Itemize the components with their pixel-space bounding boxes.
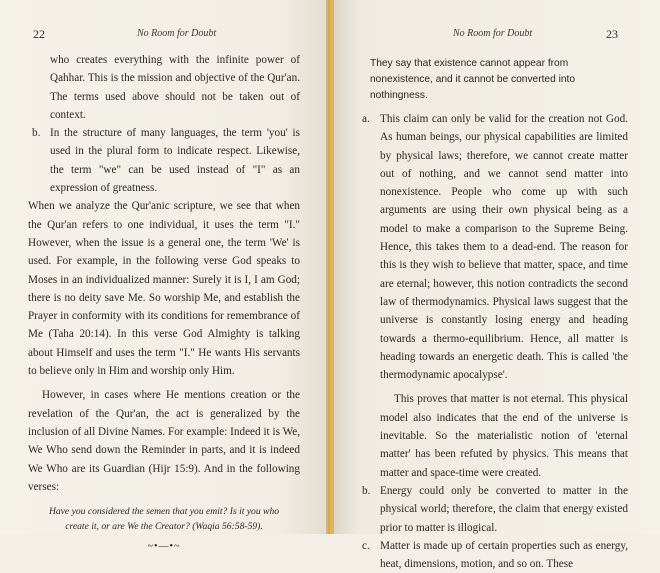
right-page bbox=[334, 0, 660, 571]
page-number: 23 bbox=[606, 27, 618, 41]
list-item-a bbox=[362, 110, 628, 482]
list-item-c bbox=[362, 537, 628, 573]
running-head: No Room for Doubt bbox=[453, 28, 533, 39]
list-marker: a. bbox=[362, 113, 370, 125]
running-head: No Room for Doubt bbox=[137, 28, 217, 39]
list-item-text: This claim can only be valid for the creation not God. As human beings, our physical capabilities are limited by physical laws; therefore, we cannot create matter out of nothing, and we cannot send matter into nonexistence. People who come up with such arguments are using their own physical being as a model to make a comparison to the Supreme Being. Hence, this takes them to a dead-end. The reason for this is they wish to believe that matter, space, and time are eternal; however, this notion contradicts the second law of thermodynamics. Physical laws suggest that the universe is constantly losing energy and heading towards a thermo-equilibrium. Hence, all matter is heading towards an energetic death. This is called 'the thermodynamic apocalypse'. bbox=[380, 113, 628, 382]
paragraph: When we analyze the Qur'anic scripture, we see that when the Qur'an refers to one individual, it uses the term "I." However, when the issue is a general one, the term 'We' is used. For example, in the following verse God speaks to Moses in an individualized manner: Surely it is I, I am God; there is no deity save Me. So worship Me, and establish the Prayer in conformity with its conditions for remembrance of Me (Taha 20:14). In this verse God Almighty is talking about Himself and uses the term "I." He wants His servants to believe only in Him and worship only Him. bbox=[28, 200, 300, 378]
list-marker: b. bbox=[362, 484, 371, 497]
book-gutter bbox=[326, 0, 334, 534]
verse-quote: Have you considered the semen that you emit? Is it you who create it, or are We the Creator? (Waqia 56:58-59). bbox=[48, 506, 280, 533]
ornament-divider: ~•—•~ bbox=[147, 541, 181, 553]
list-item-b bbox=[32, 124, 300, 197]
left-page-body bbox=[28, 51, 300, 556]
right-page-body bbox=[362, 56, 628, 573]
page-number: 22 bbox=[33, 27, 45, 41]
left-page bbox=[0, 0, 326, 553]
list-marker: c. bbox=[362, 539, 370, 552]
list-item-text: In the structure of many languages, the term 'you' is used in the plural form to indicate respect. Likewise, the term "we" can be used instead of "I" as an expression of greatness. bbox=[50, 127, 300, 195]
list-item-text: Matter is made up of certain properties such as energy, heat, dimensions, motion, and so on. These bbox=[380, 539, 628, 571]
list-marker: b. bbox=[32, 127, 41, 140]
list-item-continuation: who creates everything with the infinite power of Qahhar. This is the mission and objective of the Qur'an. The terms used above should not be taken out of context. bbox=[50, 54, 300, 121]
list-item-text: This proves that matter is not eternal. This physical model also indicates that the end of the universe is inevitable. So the materialistic notion of 'eternal matter' has been refuted by physics. This means that matter and space-time were created. bbox=[380, 393, 628, 479]
claim-statement: They say that existence cannot appear from nonexistence, and it cannot be converted into nothingness. bbox=[370, 58, 576, 101]
list-item-b bbox=[362, 482, 628, 537]
paragraph: However, in cases where He mentions creation or the revelation of the Qur'an, the act is generalized by the inclusion of all Divine Names. For example: Indeed it is We, We Who send down the Reminder in parts, and it is indeed We Who are its Guardian (Hijr 15:9). And in the following verses: bbox=[28, 389, 300, 493]
list-item-text: Energy could only be converted to matter in the physical world; therefore, the claim that energy existed prior to matter is illogical. bbox=[380, 484, 628, 534]
